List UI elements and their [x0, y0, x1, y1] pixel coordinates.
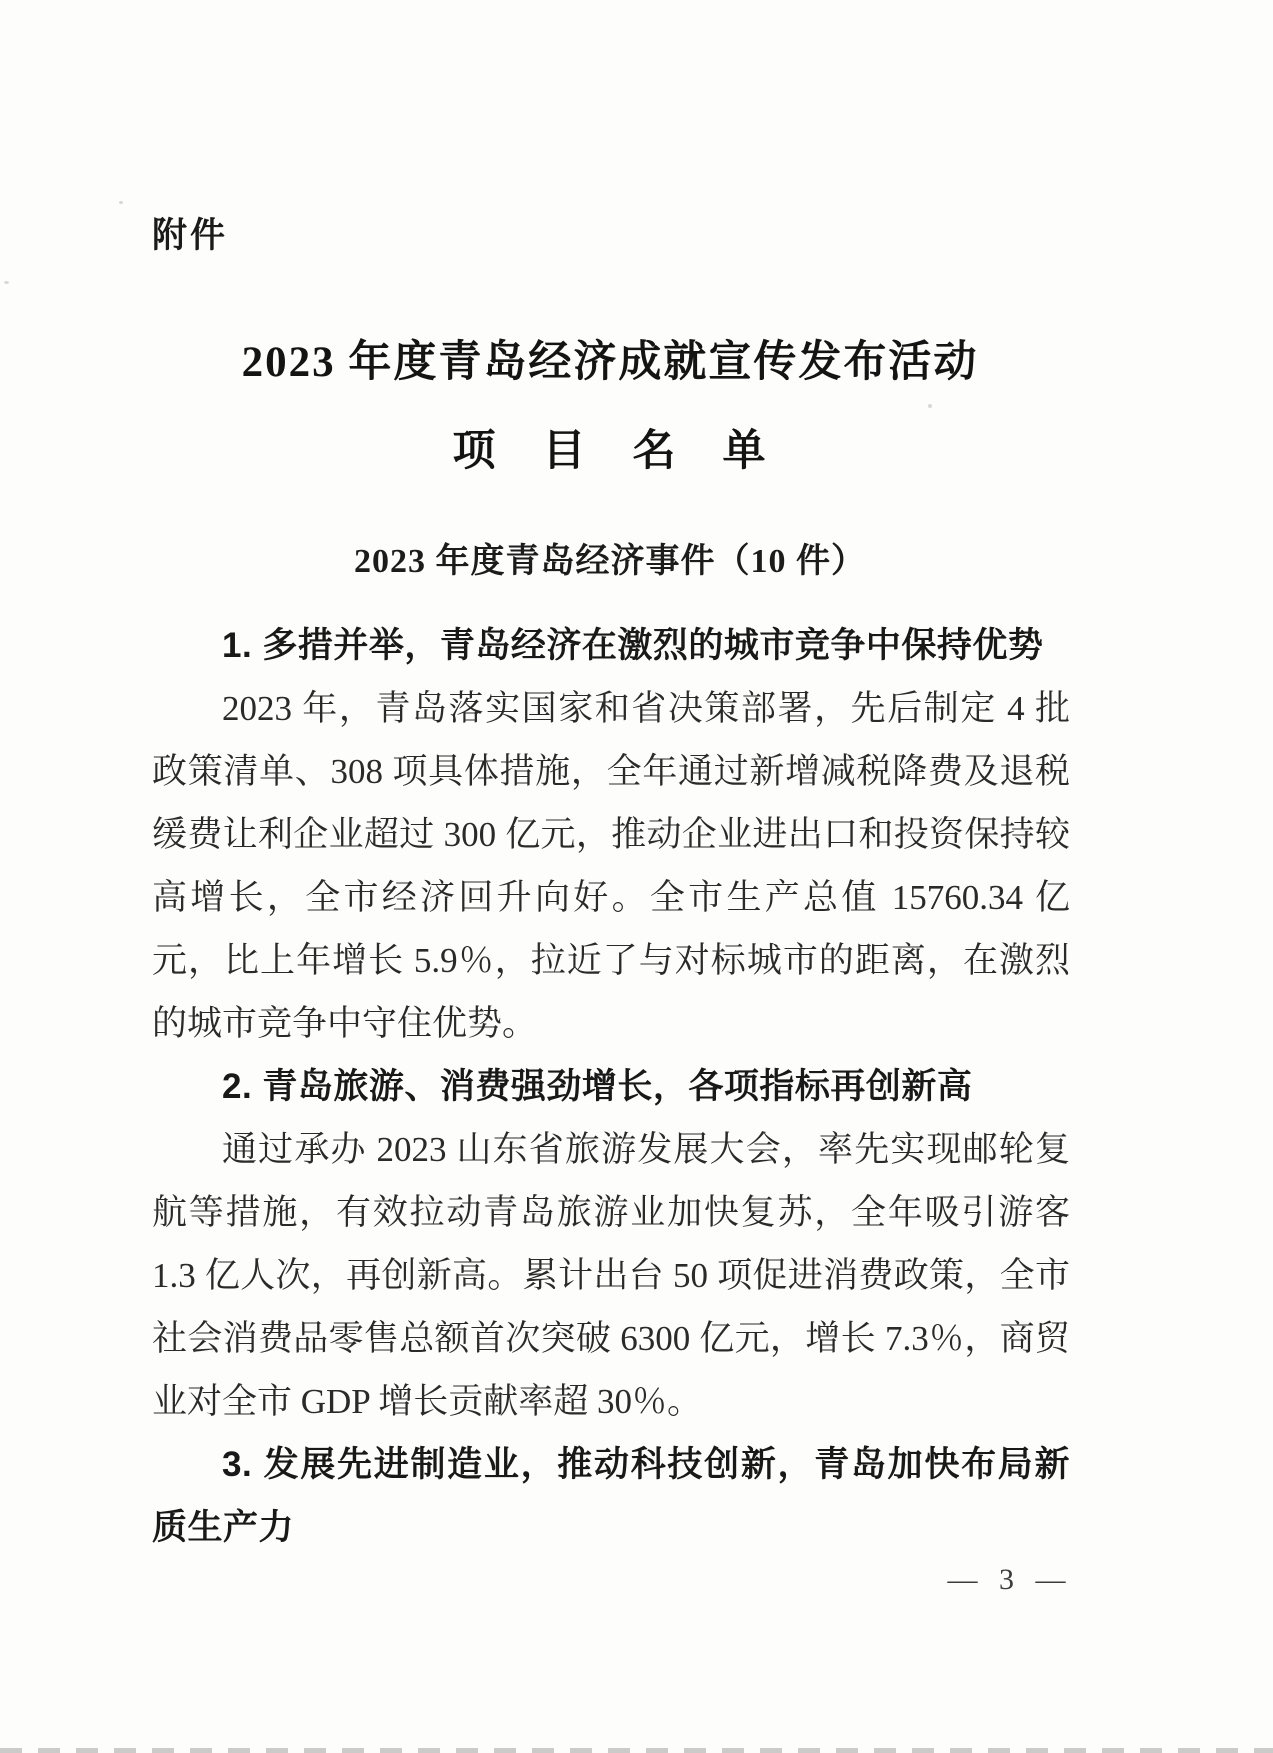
section-2-paragraph: 通过承办 2023 山东省旅游发展大会，率先实现邮轮复航等措施，有效拉动青岛旅游业加快复苏，全年吸引游客 1.3 亿人次，再创新高。累计出台 50 项促进消费政策，全市社会消费品零售总额首次突破 6300 亿元，增长 7.3％，商贸业对全市 GDP 增长贡献率超 30％。	[152, 1130, 1070, 1421]
scan-edge-artifact	[0, 1748, 1273, 1753]
section-1-paragraph: 2023 年，青岛落实国家和省决策部署，先后制定 4 批政策清单、308 项具体措施，全年通过新增减税降费及退税缓费让利企业超过 300 亿元，推动企业进出口和投资保持较高增长，全市经济回升向好。全市生产总值 15760.34 亿元，比上年增长 5.9％，拉近了与对标城市的距离，在激烈的城市竞争中守住优势。	[152, 689, 1070, 1043]
section-1-heading: 1. 多措并举，青岛经济在激烈的城市竞争中保持优势	[222, 626, 1044, 665]
section-3-heading: 3. 发展先进制造业，推动科技创新，青岛加快布局新质生产力	[152, 1445, 1070, 1547]
document-title-line1: 2023 年度青岛经济成就宣传发布活动	[241, 339, 979, 386]
scan-speckle	[4, 281, 9, 284]
section-2-heading: 2. 青岛旅游、消费强劲增长，各项指标再创新高	[222, 1067, 973, 1106]
scan-speckle	[119, 201, 123, 204]
document-title-line2: 项 目 名 单	[452, 428, 768, 475]
attachment-label: 附件	[152, 216, 229, 255]
page-number: — 3 —	[947, 1563, 1073, 1596]
document-subtitle: 2023 年度青岛经济事件（10 件）	[354, 543, 866, 580]
document-body	[152, 614, 1070, 1559]
document-title	[152, 328, 1068, 478]
